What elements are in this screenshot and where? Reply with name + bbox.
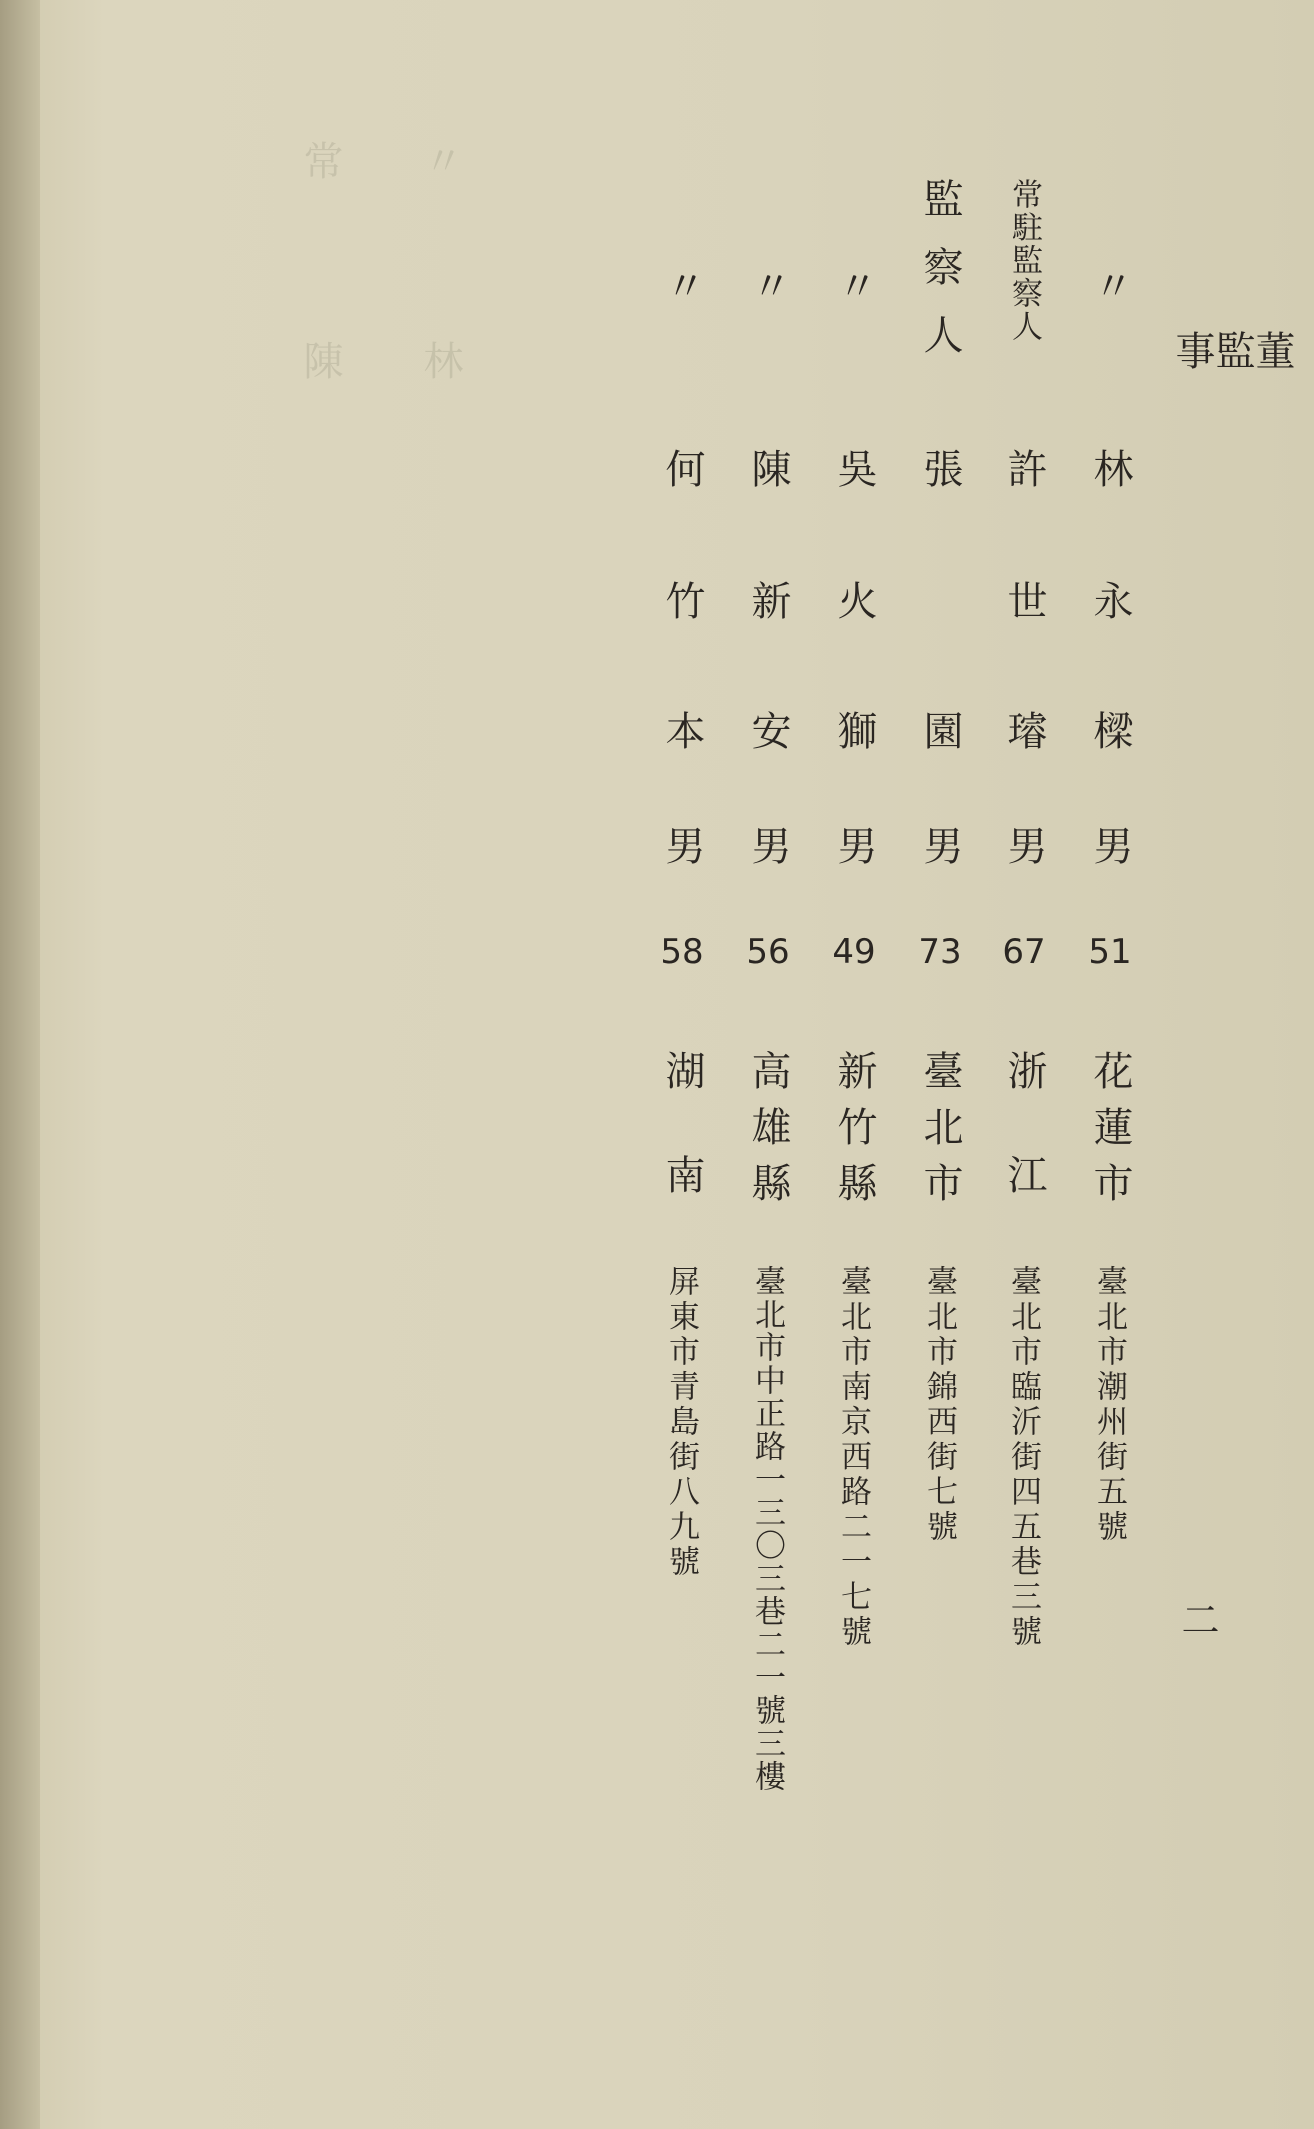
age: 51 — [1088, 932, 1132, 972]
name-char: 陳 — [745, 448, 791, 488]
address: 臺北市中正路一三〇三巷二一號三樓 — [749, 1265, 785, 1793]
heading-column — [1169, 330, 1295, 436]
address: 臺北市錦西街七號 — [921, 1265, 957, 1545]
name-char: 本 — [659, 710, 705, 750]
name-char: 獅 — [831, 710, 877, 750]
age: 73 — [918, 932, 962, 972]
show-through-text: 〃 林 — [417, 140, 463, 620]
role: 常駐監察人 — [1006, 178, 1042, 343]
origin: 湖南 — [659, 1050, 705, 1258]
name-char: 許 — [1001, 448, 1047, 488]
name-char: 林 — [1087, 448, 1133, 488]
age: 58 — [660, 932, 704, 972]
age: 67 — [1002, 932, 1046, 972]
origin: 浙江 — [1001, 1050, 1047, 1258]
origin: 高雄縣 — [745, 1050, 791, 1218]
name-char: 張 — [917, 448, 963, 488]
sex: 男 — [1001, 825, 1047, 865]
name-char: 何 — [659, 448, 705, 488]
name-char: 世 — [1001, 580, 1047, 620]
sex: 男 — [659, 825, 705, 865]
sex: 男 — [745, 825, 791, 865]
address: 臺北市南京西路二一七號 — [835, 1265, 871, 1650]
age: 56 — [746, 932, 790, 972]
name-char: 樑 — [1087, 710, 1133, 750]
name-char: 新 — [745, 580, 791, 620]
role: 〃 — [1087, 265, 1133, 305]
role: 〃 — [659, 265, 705, 305]
page-number: 二 — [1175, 1600, 1219, 1638]
role: 〃 — [745, 265, 791, 305]
name-char: 安 — [745, 710, 791, 750]
heading-char: 董 — [1249, 330, 1295, 370]
name-char: 火 — [831, 580, 877, 620]
heading-char: 監 — [1209, 330, 1255, 370]
origin: 新竹縣 — [831, 1050, 877, 1218]
address: 屏東市青島街八九號 — [663, 1265, 699, 1580]
sex: 男 — [1087, 825, 1133, 865]
sex: 男 — [831, 825, 877, 865]
role: 〃 — [831, 265, 877, 305]
address: 臺北市臨沂街四五巷三號 — [1005, 1265, 1041, 1650]
address: 臺北市潮州街五號 — [1091, 1265, 1127, 1545]
show-through-text: 常 陳 — [297, 140, 343, 620]
age: 49 — [832, 932, 876, 972]
page-spine-shadow — [0, 0, 40, 2129]
origin: 花蓮市 — [1087, 1050, 1133, 1218]
role: 監察人 — [917, 178, 963, 382]
sex: 男 — [917, 825, 963, 865]
name-char: 璿 — [1001, 710, 1047, 750]
heading-char: 事 — [1169, 330, 1215, 370]
name-char: 吳 — [831, 448, 877, 488]
origin: 臺北市 — [917, 1050, 963, 1218]
name-char: 永 — [1087, 580, 1133, 620]
name-char: 竹 — [659, 580, 705, 620]
name-char: 園 — [917, 710, 963, 750]
